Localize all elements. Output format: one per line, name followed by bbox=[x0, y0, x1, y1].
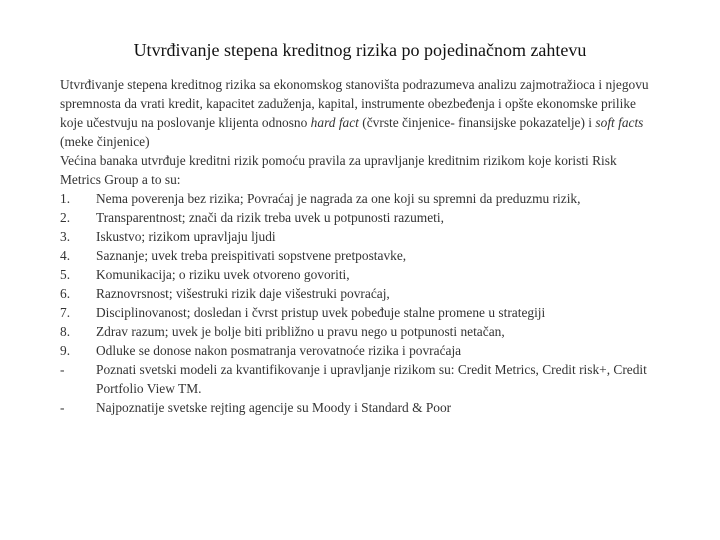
list-item-text: Disciplinovanost; dosledan i čvrst pristup uvek pobeđuje stalne promene u strategiji bbox=[96, 305, 546, 320]
hard-fact-term: hard fact bbox=[310, 115, 359, 130]
intro-paragraph bbox=[60, 75, 660, 151]
list-item bbox=[60, 227, 660, 246]
intro-text-start: Utvrđivanje stepena kreditnog rizika sa ekonomskog stanovišta podrazumeva analizu zajmotražioca i njegovu spremnosta da vrati kredit, kapacitet zaduženja, kapital, instrumente obezbeđenja i opšte ekonomske prilike koje učestvuju na poslovanje klijenta odnosno bbox=[60, 77, 649, 130]
list-marker: 4. bbox=[60, 248, 71, 263]
list-marker: - bbox=[60, 400, 65, 415]
list-item-text: Poznati svetski modeli za kvantifikovanje i upravljanje rizikom su: Credit Metrics, Credit risk+, Credit Portfolio View TM. bbox=[96, 362, 647, 396]
list-marker: 8. bbox=[60, 324, 71, 339]
list-item bbox=[60, 189, 660, 208]
slide-title: Utvrđivanje stepena kreditnog rizika po pojedinačnom zahtevu bbox=[133, 40, 587, 60]
soft-facts-term: soft facts bbox=[595, 115, 644, 130]
list-item-text: Saznanje; uvek treba preispitivati sopstvene pretpostavke, bbox=[96, 248, 407, 263]
list-item-text: Komunikacija; o riziku uvek otvoreno govoriti, bbox=[96, 267, 350, 282]
list-marker: 5. bbox=[60, 267, 71, 282]
list-marker: 7. bbox=[60, 305, 71, 320]
list-item-text: Iskustvo; rizikom upravljaju ljudi bbox=[96, 229, 276, 244]
list-item bbox=[60, 341, 660, 360]
list-item bbox=[60, 284, 660, 303]
list-item bbox=[60, 208, 660, 227]
rules-intro-paragraph: Većina banaka utvrđuje kreditni rizik pomoću pravila za upravljanje kreditnim rizikom koje koristi Risk Metrics Group a to su: bbox=[60, 153, 617, 187]
list-item-text: Najpoznatije svetske rejting agencije su Moody i Standard & Poor bbox=[96, 400, 452, 415]
list-marker: 9. bbox=[60, 343, 71, 358]
list-item bbox=[60, 360, 660, 398]
list-marker: 6. bbox=[60, 286, 71, 301]
list-item bbox=[60, 265, 660, 284]
list-item-text: Transparentnost; znači da rizik treba uvek u potpunosti razumeti, bbox=[96, 210, 444, 225]
rules-list bbox=[60, 189, 660, 417]
list-item-text: Raznovrsnost; višestruki rizik daje višestruki povraćaj, bbox=[96, 286, 390, 301]
list-item-text: Odluke se donose nakon posmatranja verovatnoće rizika i povraćaja bbox=[96, 343, 462, 358]
list-marker: 2. bbox=[60, 210, 71, 225]
list-item bbox=[60, 246, 660, 265]
intro-text-mid: (čvrste činjenice- finansijske pokazatelje) i bbox=[362, 115, 593, 130]
list-item bbox=[60, 322, 660, 341]
list-item bbox=[60, 398, 660, 417]
list-marker: 1. bbox=[60, 191, 71, 206]
list-item bbox=[60, 303, 660, 322]
slide-body bbox=[60, 75, 660, 417]
intro-text-end: (meke činjenice) bbox=[60, 134, 150, 149]
list-item-text: Nema poverenja bez rizika; Povraćaj je nagrada za one koji su spremni da preduzmu rizik, bbox=[96, 191, 581, 206]
list-marker: 3. bbox=[60, 229, 71, 244]
list-marker: - bbox=[60, 362, 65, 377]
list-item-text: Zdrav razum; uvek je bolje biti približno u pravu nego u potpunosti netačan, bbox=[96, 324, 505, 339]
